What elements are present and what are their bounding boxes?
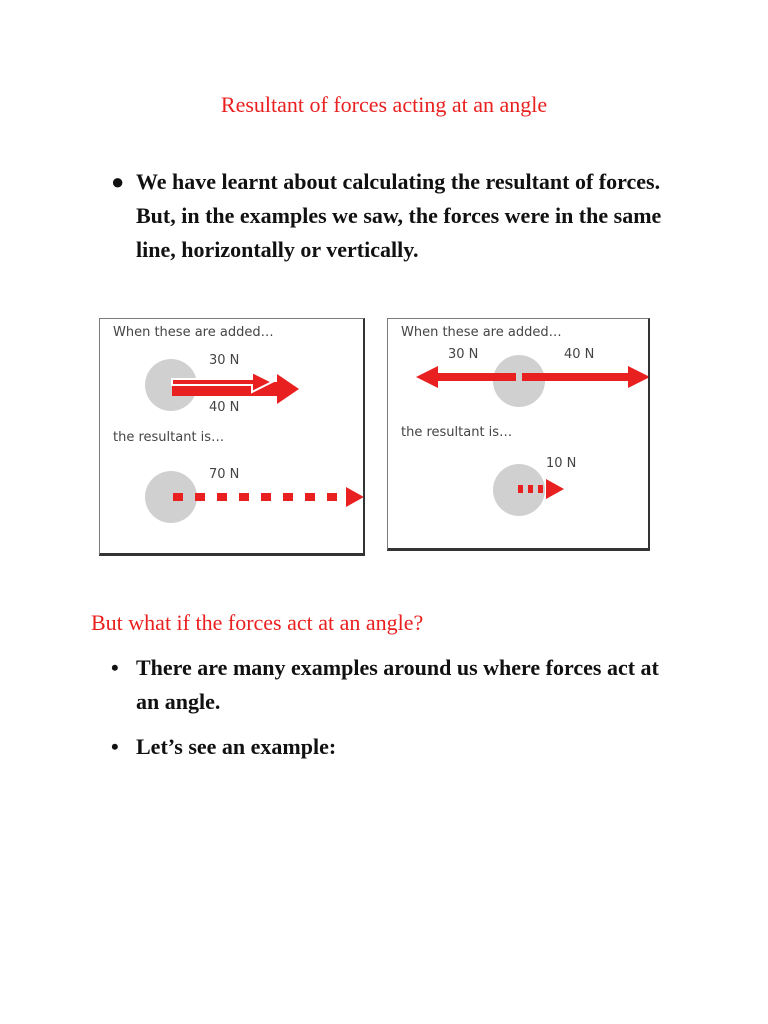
label-resultant: 70 N	[209, 467, 240, 482]
label-resultant: 10 N	[546, 456, 577, 471]
section-bullet-text: There are many examples around us where forces act at an angle.	[136, 655, 659, 714]
caption-added: When these are added…	[401, 325, 562, 340]
bullet-marker: •	[111, 655, 119, 680]
caption-added: When these are added…	[113, 325, 274, 340]
caption-resultant: the resultant is…	[401, 425, 513, 440]
bullet-marker: •	[111, 734, 119, 759]
page-title: Resultant of forces acting at an angle	[220, 92, 548, 117]
figure-same-direction	[99, 318, 365, 556]
intro-text: We have learnt about calculating the resultant of forces. But, in the examples we saw, the forces were in the same line, horizontally or vertically.	[136, 169, 662, 262]
bullet-marker: ●	[111, 169, 125, 194]
label-force-a: 30 N	[448, 347, 479, 362]
section-bullet-2	[111, 730, 671, 764]
resultant-arrow-70n	[173, 487, 363, 507]
label-force-a: 30 N	[209, 353, 240, 368]
intro-paragraph	[111, 165, 671, 267]
label-force-b: 40 N	[564, 347, 595, 362]
label-force-b: 40 N	[209, 400, 240, 415]
object-circle	[145, 471, 197, 523]
section-heading: But what if the forces act at an angle?	[91, 610, 424, 635]
section-bullet-text: Let’s see an example:	[136, 734, 337, 759]
caption-resultant: the resultant is…	[113, 430, 225, 445]
figure-opposite-direction	[387, 318, 650, 551]
section-bullet-1	[111, 651, 671, 719]
